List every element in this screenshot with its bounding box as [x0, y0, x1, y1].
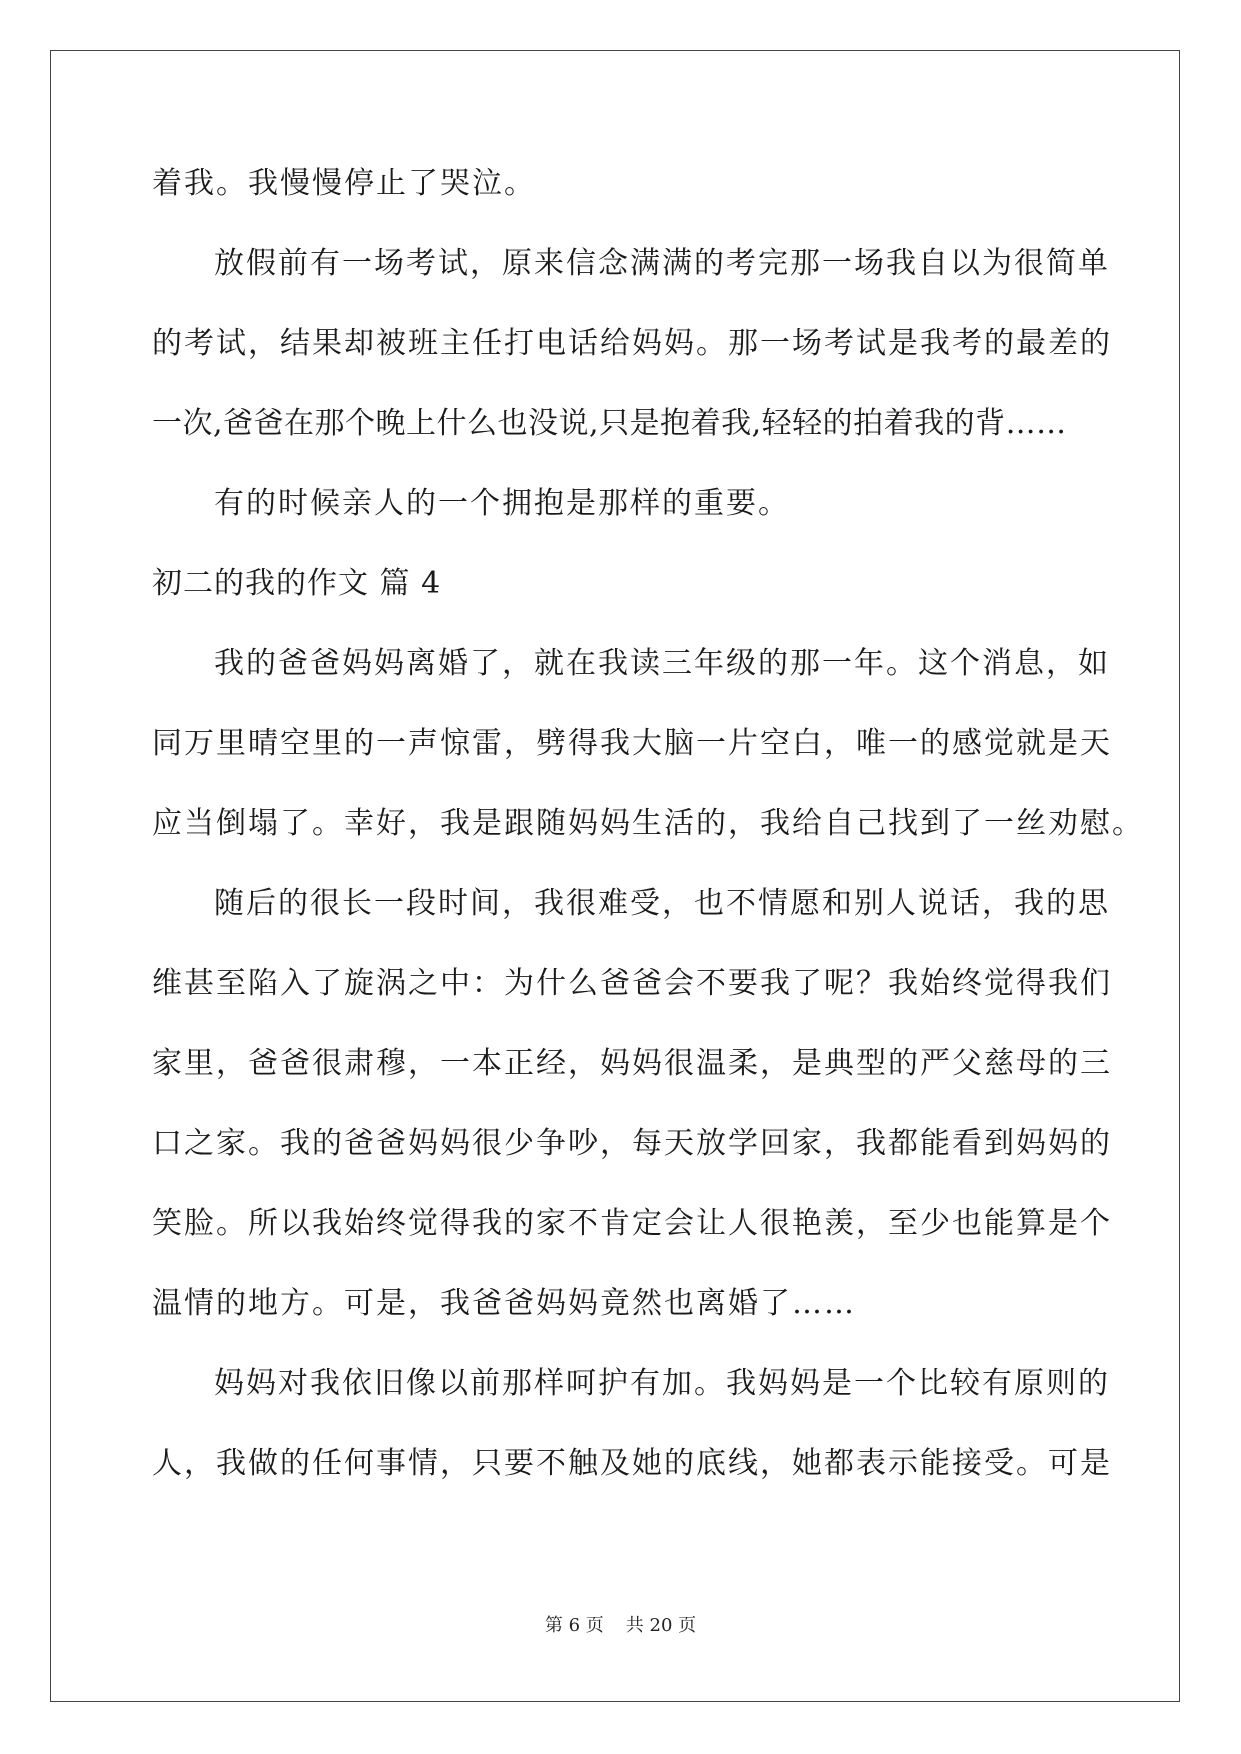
text-line-10: 随后的很长一段时间，我很难受，也不情愿和别人说话，我的思	[214, 886, 1110, 921]
page-number: 第 6 页	[544, 1615, 604, 1636]
page-total: 共 20 页	[625, 1615, 697, 1636]
text-line-4: 一次,爸爸在那个晚上什么也没说,只是抱着我,轻轻的拍着我的背……	[152, 406, 1067, 441]
text-line-9: 应当倒塌了。幸好，我是跟随妈妈生活的，我给自己找到了一丝劝慰。	[152, 806, 1144, 841]
text-line-13: 口之家。我的爸爸妈妈很少争吵，每天放学回家，我都能看到妈妈的	[152, 1126, 1112, 1161]
text-line-11: 维甚至陷入了旋涡之中：为什么爸爸会不要我了呢？我始终觉得我们	[152, 966, 1112, 1001]
page-footer	[0, 1614, 1241, 1638]
text-line-7: 我的爸爸妈妈离婚了，就在我读三年级的那一年。这个消息，如	[214, 646, 1110, 681]
text-line-3: 的考试，结果却被班主任打电话给妈妈。那一场考试是我考的最差的	[152, 326, 1112, 361]
document-body	[152, 164, 1144, 1524]
text-line-8: 同万里晴空里的一声惊雷，劈得我大脑一片空白，唯一的感觉就是天	[152, 726, 1112, 761]
section-heading: 初二的我的作文 篇 4	[152, 566, 442, 601]
text-line-1: 着我。我慢慢停止了哭泣。	[152, 166, 536, 201]
text-line-17: 人，我做的任何事情，只要不触及她的底线，她都表示能接受。可是	[152, 1446, 1112, 1481]
text-line-15: 温情的地方。可是，我爸爸妈妈竟然也离婚了……	[152, 1286, 856, 1321]
text-line-16: 妈妈对我依旧像以前那样呵护有加。我妈妈是一个比较有原则的	[214, 1366, 1110, 1401]
text-line-5: 有的时候亲人的一个拥抱是那样的重要。	[214, 486, 790, 521]
text-line-14: 笑脸。所以我始终觉得我的家不肯定会让人很艳羡，至少也能算是个	[152, 1206, 1112, 1241]
text-line-2: 放假前有一场考试，原来信念满满的考完那一场我自以为很简单	[214, 246, 1110, 281]
text-line-12: 家里，爸爸很肃穆，一本正经，妈妈很温柔，是典型的严父慈母的三	[152, 1046, 1112, 1081]
